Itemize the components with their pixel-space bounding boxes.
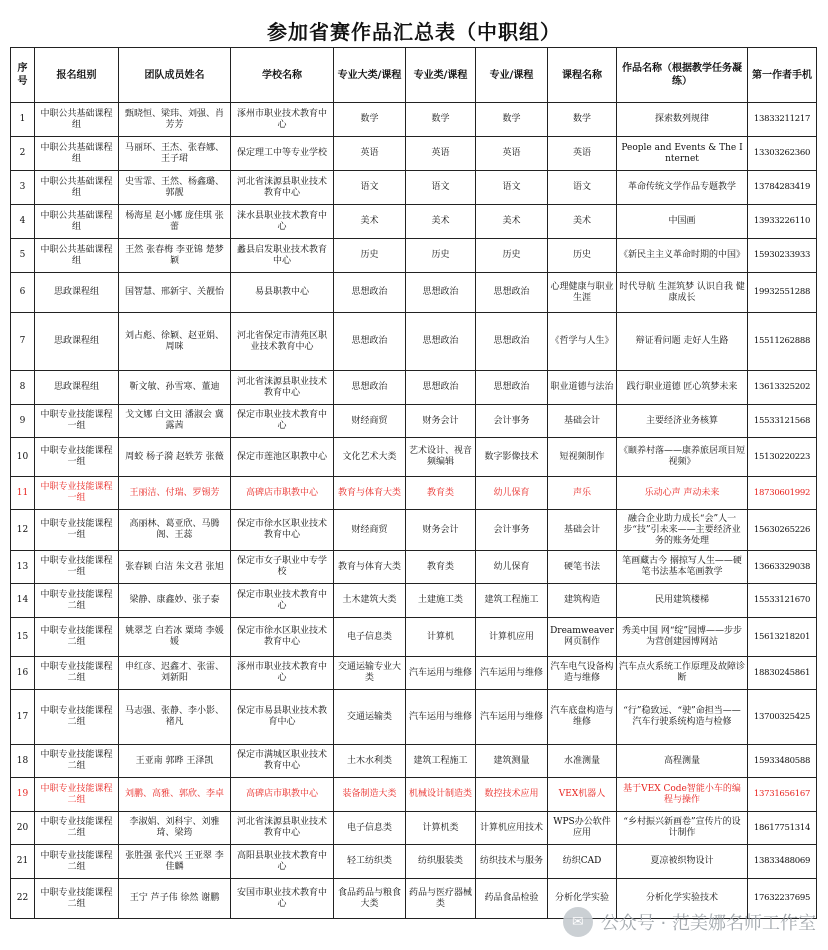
table-cell: 纺织服装类 (406, 845, 476, 879)
table-cell: 分析化学实验技术 (617, 879, 748, 919)
table-cell: 15130220223 (748, 438, 817, 477)
table-cell: 英语 (334, 137, 406, 171)
page-title: 参加省赛作品汇总表（中职组） (267, 20, 561, 44)
table-cell: Dreamweaver网页制作 (548, 618, 617, 657)
table-cell: 8 (11, 371, 35, 405)
table-cell: 国智慧、邢新宇、关靓怡 (119, 273, 231, 313)
table-row (11, 405, 817, 438)
table-cell: 安国市职业技术教育中心 (231, 879, 334, 919)
table-cell: 声乐 (548, 477, 617, 510)
table-cell: 纺织技术与服务 (476, 845, 548, 879)
table-cell: 13784283419 (748, 171, 817, 205)
table-cell: 22 (11, 879, 35, 919)
table-cell: 英语 (476, 137, 548, 171)
table-cell: 中职专业技能课程二组 (35, 745, 119, 778)
table-cell: 美术 (406, 205, 476, 239)
table-cell: 财务会计 (406, 510, 476, 551)
table-cell: 3 (11, 171, 35, 205)
table-cell: 思想政治 (406, 313, 476, 371)
table-cell: 高丽林、葛亚欣、马腾阁、王蕊 (119, 510, 231, 551)
table-cell: 马志强、张静、李小影、褚凡 (119, 690, 231, 745)
table-cell: 戈文娜 白文田 潘淑会 冀露茜 (119, 405, 231, 438)
table-cell: 18 (11, 745, 35, 778)
table-cell: 历史 (476, 239, 548, 273)
table-cell: 15613218201 (748, 618, 817, 657)
table-cell: 18730601992 (748, 477, 817, 510)
table-cell: 18617751314 (748, 812, 817, 845)
table-cell: 王亚南 郭晔 王泽凯 (119, 745, 231, 778)
table-cell: 笔画藏古今 搦掠写人生——硬笔书法基本笔画教学 (617, 551, 748, 584)
table-cell: 数控技术应用 (476, 778, 548, 812)
table-cell: 1 (11, 103, 35, 137)
table-cell: 21 (11, 845, 35, 879)
table-cell: 电子信息类 (334, 812, 406, 845)
table-cell: 计算机应用技术 (476, 812, 548, 845)
table-cell: 王宁 芦子伟 徐然 谢鹏 (119, 879, 231, 919)
table-cell: 财经商贸 (334, 510, 406, 551)
table-cell: 涿州市职业技术教育中心 (231, 103, 334, 137)
table-cell: 中职专业技能课程一组 (35, 438, 119, 477)
table-cell: 思想政治 (334, 273, 406, 313)
table-cell: 计算机应用 (476, 618, 548, 657)
table-cell: VEX机器人 (548, 778, 617, 812)
table-row (11, 371, 817, 405)
summary-table (10, 47, 817, 919)
table-row (11, 690, 817, 745)
table-cell: 乐动心声 声动未来 (617, 477, 748, 510)
table-cell: 《颐养村落——康养旅居项目短视频》 (617, 438, 748, 477)
table-row (11, 657, 817, 690)
table-cell: 4 (11, 205, 35, 239)
table-cell: 《新民主主义革命时期的中国》 (617, 239, 748, 273)
table-row (11, 845, 817, 879)
table-cell: 装备制造大类 (334, 778, 406, 812)
column-header: 团队成员姓名 (119, 48, 231, 103)
table-cell: 思想政治 (406, 371, 476, 405)
table-cell: 基础会计 (548, 405, 617, 438)
table-cell: 保定市职业技术教育中心 (231, 584, 334, 618)
table-row (11, 778, 817, 812)
table-row (11, 205, 817, 239)
table-cell: 保定理工中等专业学校 (231, 137, 334, 171)
table-cell: 7 (11, 313, 35, 371)
table-cell: 汽车点火系统工作原理及故障诊断 (617, 657, 748, 690)
table-cell: 15933480588 (748, 745, 817, 778)
column-header: 作品名称（根据教学任务凝练） (617, 48, 748, 103)
column-header: 序号 (11, 48, 35, 103)
table-cell: 中职公共基础课程组 (35, 171, 119, 205)
table-cell: 13833488069 (748, 845, 817, 879)
table-row (11, 812, 817, 845)
table-cell: 思政课程组 (35, 273, 119, 313)
table-cell: 中职专业技能课程二组 (35, 879, 119, 919)
table-cell: 19932551288 (748, 273, 817, 313)
table-cell: 保定市徐水区职业技术教育中心 (231, 618, 334, 657)
table-cell: 中职专业技能课程二组 (35, 618, 119, 657)
table-cell: 数字影像技术 (476, 438, 548, 477)
column-header: 第一作者手机 (748, 48, 817, 103)
table-cell: 数学 (406, 103, 476, 137)
table-row (11, 273, 817, 313)
table-cell: 10 (11, 438, 35, 477)
table-cell: 思想政治 (334, 313, 406, 371)
table-cell: 杨海星 赵小娜 庞佳琪 张蕾 (119, 205, 231, 239)
table-row (11, 745, 817, 778)
table-row (11, 313, 817, 371)
table-cell: 19 (11, 778, 35, 812)
table-cell: 数学 (334, 103, 406, 137)
table-cell: 职业道德与法治 (548, 371, 617, 405)
table-cell: 13933226110 (748, 205, 817, 239)
table-cell: 短视频制作 (548, 438, 617, 477)
table-cell: 13 (11, 551, 35, 584)
table-header-row (11, 48, 817, 103)
table-cell: 会计事务 (476, 510, 548, 551)
table-cell: 思想政治 (476, 371, 548, 405)
table-cell: 5 (11, 239, 35, 273)
table-cell: 心理健康与职业生涯 (548, 273, 617, 313)
table-cell: 马丽环、王杰、张春娜、王子珺 (119, 137, 231, 171)
table-cell: 保定市徐水区职业技术教育中心 (231, 510, 334, 551)
table-cell: 数学 (548, 103, 617, 137)
table-cell: “行”稳致远、“驶”命担当——汽车行驶系统构造与检修 (617, 690, 748, 745)
table-cell: 土木建筑大类 (334, 584, 406, 618)
table-cell: 中职公共基础课程组 (35, 205, 119, 239)
table-cell: 思想政治 (476, 273, 548, 313)
table-cell: 中职专业技能课程二组 (35, 812, 119, 845)
table-cell: 申红彦、迟鑫才、张雷、刘新阳 (119, 657, 231, 690)
table-cell: 幼儿保育 (476, 477, 548, 510)
wechat-icon: ✉ (563, 907, 593, 937)
table-cell: 电子信息类 (334, 618, 406, 657)
table-cell: 教育与体育大类 (334, 551, 406, 584)
table-cell: 幼儿保育 (476, 551, 548, 584)
table-cell: 财经商贸 (334, 405, 406, 438)
table-cell: 17632237695 (748, 879, 817, 919)
table-cell: 河北省涞源县职业技术教育中心 (231, 812, 334, 845)
table-cell: 建筑工程施工 (406, 745, 476, 778)
table-cell: 蠡县启发职业技术教育中心 (231, 239, 334, 273)
table-cell: 河北省涞源县职业技术教育中心 (231, 371, 334, 405)
table-cell: 汽车运用与维修 (406, 657, 476, 690)
table-cell: 中职专业技能课程二组 (35, 690, 119, 745)
table-cell: 中职专业技能课程一组 (35, 477, 119, 510)
table-cell: 财务会计 (406, 405, 476, 438)
table-cell: 中职公共基础课程组 (35, 239, 119, 273)
table-cell: 食品药品与粮食大类 (334, 879, 406, 919)
table-cell: 思想政治 (406, 273, 476, 313)
table-cell: 探索数列规律 (617, 103, 748, 137)
table-cell: 高阳县职业技术教育中心 (231, 845, 334, 879)
table-cell: 交通运输类 (334, 690, 406, 745)
table-cell: 王然 张春梅 李亚锦 楚梦颖 (119, 239, 231, 273)
table-cell: 保定市易县职业技术教育中心 (231, 690, 334, 745)
table-cell: 教育类 (406, 551, 476, 584)
table-cell: 语文 (334, 171, 406, 205)
table-cell: 13833211217 (748, 103, 817, 137)
table-cell: 13613325202 (748, 371, 817, 405)
table-cell: 涞水县职业技术教育中心 (231, 205, 334, 239)
table-cell: 汽车底盘构造与维修 (548, 690, 617, 745)
table-cell: 20 (11, 812, 35, 845)
table-cell: People and Events & The Internet (617, 137, 748, 171)
table-cell: 保定市女子职业中专学校 (231, 551, 334, 584)
table-body (11, 103, 817, 919)
table-cell: 英语 (548, 137, 617, 171)
table-cell: 药品与医疗器械类 (406, 879, 476, 919)
table-cell: 汽车电气设备构造与维修 (548, 657, 617, 690)
table-cell: 文化艺术大类 (334, 438, 406, 477)
table-cell: 美术 (334, 205, 406, 239)
table-cell: 17 (11, 690, 35, 745)
table-cell: 保定市满城区职业技术教育中心 (231, 745, 334, 778)
table-cell: 15930233933 (748, 239, 817, 273)
table-cell: 建筑构造 (548, 584, 617, 618)
table-cell: 保定市莲池区职教中心 (231, 438, 334, 477)
column-header: 专业大类/课程 (334, 48, 406, 103)
watermark-text: 公众号 · 范美娜名师工作室 (600, 913, 816, 934)
table-row (11, 477, 817, 510)
column-header: 课程名称 (548, 48, 617, 103)
table-cell: 纺织CAD (548, 845, 617, 879)
table-cell: 11 (11, 477, 35, 510)
table-cell: 高碑店市职教中心 (231, 778, 334, 812)
column-header: 报名组别 (35, 48, 119, 103)
table-cell: 15533121670 (748, 584, 817, 618)
table-row (11, 551, 817, 584)
table-cell: 12 (11, 510, 35, 551)
table-cell: 中职专业技能课程二组 (35, 657, 119, 690)
table-cell: 交通运输专业大类 (334, 657, 406, 690)
table-cell: 14 (11, 584, 35, 618)
table-cell: 18830245861 (748, 657, 817, 690)
table-cell: 历史 (548, 239, 617, 273)
table-cell: 李淑娟、刘科宇、刘雅琦、梁筠 (119, 812, 231, 845)
table-cell: 中职专业技能课程二组 (35, 845, 119, 879)
table-cell: 周蛟 杨子漪 赵轶芳 张薇 (119, 438, 231, 477)
table-row (11, 103, 817, 137)
table-cell: 融合企业助力成长“会”人一步“技”引未来——主要经济业务的账务处理 (617, 510, 748, 551)
table-cell: 药品食品检验 (476, 879, 548, 919)
table-cell: 张胜强 张代兴 王亚翠 李佳麟 (119, 845, 231, 879)
table-row (11, 510, 817, 551)
table-cell: 高程测量 (617, 745, 748, 778)
table-cell: 思政课程组 (35, 313, 119, 371)
table-cell: 《哲学与人生》 (548, 313, 617, 371)
table-cell: 中职专业技能课程一组 (35, 510, 119, 551)
table-cell: 张春颖 白洁 朱文君 张旭 (119, 551, 231, 584)
column-header: 学校名称 (231, 48, 334, 103)
table-cell: 计算机 (406, 618, 476, 657)
table-cell: 甄晓恒、梁玮、刘强、肖芳芳 (119, 103, 231, 137)
table-cell: 民用建筑楼梯 (617, 584, 748, 618)
table-cell: 教育类 (406, 477, 476, 510)
table-cell: 基础会计 (548, 510, 617, 551)
table-cell: 13663329038 (748, 551, 817, 584)
table-cell: 会计事务 (476, 405, 548, 438)
table-cell: 语文 (476, 171, 548, 205)
table-cell: 13303262360 (748, 137, 817, 171)
table-cell: 水准测量 (548, 745, 617, 778)
table-cell: 辩证看问题 走好人生路 (617, 313, 748, 371)
table-row (11, 584, 817, 618)
column-header: 专业/课程 (476, 48, 548, 103)
table-cell: 9 (11, 405, 35, 438)
table-row (11, 137, 817, 171)
table-cell: 汽车运用与维修 (476, 657, 548, 690)
table-cell: 史雪霏、王然、杨鑫璐、郭靓 (119, 171, 231, 205)
table-cell: 建筑测量 (476, 745, 548, 778)
table-cell: 英语 (406, 137, 476, 171)
table-row (11, 171, 817, 205)
table-cell: 美术 (548, 205, 617, 239)
table-cell: 革命传统文学作品专题教学 (617, 171, 748, 205)
table-cell: 历史 (334, 239, 406, 273)
table-cell: 15533121568 (748, 405, 817, 438)
table-cell: 轻工纺织类 (334, 845, 406, 879)
table-cell: 汽车运用与维修 (406, 690, 476, 745)
table-cell: 高碑店市职教中心 (231, 477, 334, 510)
table-cell: 思想政治 (476, 313, 548, 371)
table-cell: 13700325425 (748, 690, 817, 745)
table-cell: 中职专业技能课程二组 (35, 778, 119, 812)
table-cell: “乡村振兴新画卷”宣传片的设计制作 (617, 812, 748, 845)
table-cell: 语文 (548, 171, 617, 205)
table-cell: 语文 (406, 171, 476, 205)
table-cell: 思政课程组 (35, 371, 119, 405)
table-cell: 历史 (406, 239, 476, 273)
table-cell: 机械设计制造类 (406, 778, 476, 812)
table-cell: 中职公共基础课程组 (35, 103, 119, 137)
table-cell: 6 (11, 273, 35, 313)
table-cell: 刘占彪、徐颖、赵亚娟、周咪 (119, 313, 231, 371)
table-cell: 土木水利类 (334, 745, 406, 778)
table-cell: 艺术设计、视音频编辑 (406, 438, 476, 477)
table-cell: 分析化学实验 (548, 879, 617, 919)
table-cell: 汽车运用与维修 (476, 690, 548, 745)
table-cell: 中职公共基础课程组 (35, 137, 119, 171)
table-cell: 数学 (476, 103, 548, 137)
table-cell: 建筑工程施工 (476, 584, 548, 618)
table-row (11, 618, 817, 657)
table-row (11, 438, 817, 477)
table-cell: 中职专业技能课程二组 (35, 584, 119, 618)
table-cell: 王丽洁、付瑞、罗锡芳 (119, 477, 231, 510)
table-cell: 靳文敏、孙雪寒、董迪 (119, 371, 231, 405)
table-cell: 保定市职业技术教育中心 (231, 405, 334, 438)
watermark (486, 902, 816, 942)
table-cell: 基于VEX Code智能小车的编程与操作 (617, 778, 748, 812)
table-cell: 梁静、康鑫妙、张子泰 (119, 584, 231, 618)
table-cell: 刘鹏、高雅、郭欣、李卓 (119, 778, 231, 812)
table-cell: 思想政治 (334, 371, 406, 405)
table-cell: 15 (11, 618, 35, 657)
table-cell: 13731656167 (748, 778, 817, 812)
table-cell: 土建施工类 (406, 584, 476, 618)
table-cell: WPS办公软件应用 (548, 812, 617, 845)
table-cell: 时代导航 生涯筑梦 认识自我 健康成长 (617, 273, 748, 313)
table-cell: 中职专业技能课程一组 (35, 405, 119, 438)
table-cell: 夏凉被织物设计 (617, 845, 748, 879)
table-cell: 河北省保定市清苑区职业技术教育中心 (231, 313, 334, 371)
table-cell: 易县职教中心 (231, 273, 334, 313)
table-cell: 16 (11, 657, 35, 690)
table-cell: 美术 (476, 205, 548, 239)
table-cell: 秀美中国 网“绽”园博——步步为营创建园博网站 (617, 618, 748, 657)
table-cell: 硬笔书法 (548, 551, 617, 584)
column-header: 专业类/课程 (406, 48, 476, 103)
table-cell: 践行职业道德 匠心筑梦未来 (617, 371, 748, 405)
table-cell: 教育与体育大类 (334, 477, 406, 510)
table-cell: 15630265226 (748, 510, 817, 551)
table-row (11, 239, 817, 273)
table-cell: 姚翠芝 白若冰 粟琦 李媛媛 (119, 618, 231, 657)
table-cell: 中职专业技能课程一组 (35, 551, 119, 584)
table-cell: 主要经济业务核算 (617, 405, 748, 438)
table-cell: 15511262888 (748, 313, 817, 371)
table-cell: 涿州市职业技术教育中心 (231, 657, 334, 690)
table-cell: 河北省涞源县职业技术教育中心 (231, 171, 334, 205)
table-cell: 计算机类 (406, 812, 476, 845)
table-cell: 中国画 (617, 205, 748, 239)
table-cell: 2 (11, 137, 35, 171)
